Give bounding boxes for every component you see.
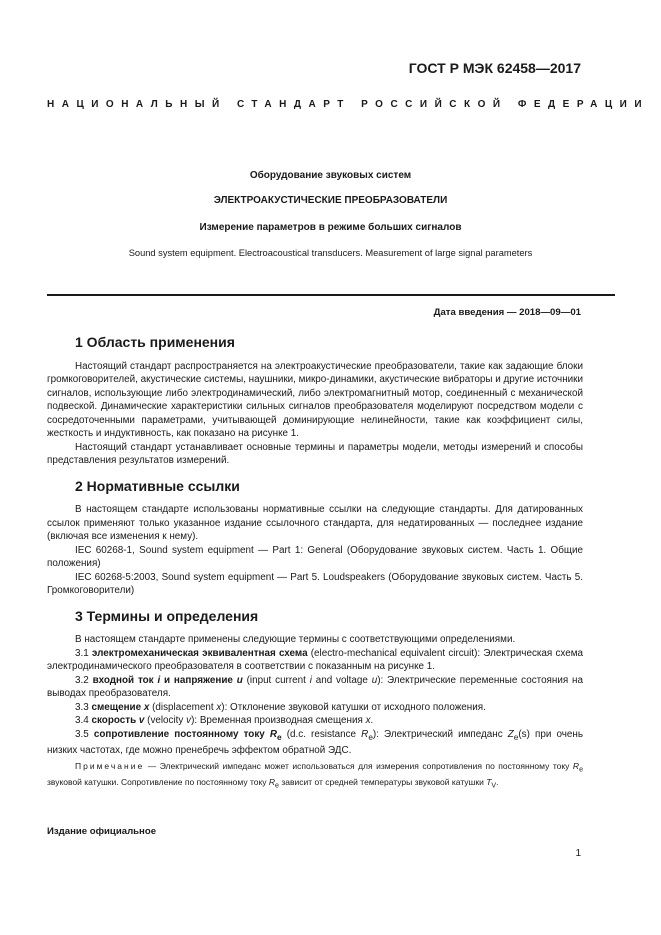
title-line-1: Оборудование звуковых систем (249, 170, 412, 181)
official-edition-label: Издание официальное (47, 826, 157, 837)
section-3-intro: В настоящем стандарте применены следующие термины с соответствующими определениями. (75, 634, 516, 645)
page-number: 1 (575, 848, 581, 859)
title-line-3: Измерение параметров в режиме больших сигналов (199, 222, 462, 233)
section-1-paragraph: Настоящий стандарт распространяется на электроакустические преобразователи, такие как задающие блоки громкоговорителей, акустические системы, наушники, микро-динамики, акустические вибраторы и другие источники сигналов, использующие либо электродинамический, либо электромагнитный мотор, соединенный с механической подвеской. Динамические характеристики сильных сигналов преобразователя моделируют посредством модели с сосредоточенными параметрами, учитывающей доминирующие нелинейности, такие как коэффициент силы, жесткость и индуктивность, как показано на рисунке 1. (47, 360, 584, 439)
section-1-heading: 1 Область применения (75, 334, 235, 350)
national-standard-heading: НАЦИОНАЛЬНЫЙ СТАНДАРТ РОССИЙСКОЙ ФЕДЕРАЦИИ (47, 99, 650, 110)
title-divider (47, 294, 615, 296)
note: Примечание — Электрический импеданс может использоваться для измерения сопротивления по постоянному току $R_e$ звуковой катушки. Сопротивление по постоянному току $R_e$ зависит от средней температуры звуковой катушки $T_V$. (47, 761, 583, 790)
reference-item: IEC 60268-1, Sound system equipment — Part 1: General (Оборудование звуковых систем. Часть 1. Общие положения) (47, 544, 583, 569)
effective-date: Дата введения — 2018—09—01 (433, 307, 581, 318)
term-3-1: 3.1 электромеханическая эквивалентная схема (electro-mechanical equivalent circuit): Электрическая схема электродинамического преобразователя в соответствии с показанным на рисунке 1. (47, 647, 583, 672)
standard-code: ГОСТ Р МЭК 62458—2017 (408, 60, 581, 76)
reference-item: IEC 60268-5:2003, Sound system equipment — Part 5. Loudspeakers (Оборудование звуковых систем. Часть 5. Громкоговорители) (47, 571, 583, 596)
term-name: электромеханическая эквивалентная схема (91, 647, 308, 659)
section-1-paragraph: Настоящий стандарт устанавливает основные термины и параметры модели, методы измерений и способы представления результатов измерений. (47, 441, 583, 466)
document-body (47, 328, 583, 792)
section-2-heading: 2 Нормативные ссылки (75, 477, 240, 494)
term-3-4: 3.4 скорость v (velocity v): Временная производная смещения x. (75, 715, 374, 726)
term-3-2: 3.2 входной ток i и напряжение u (input current i and voltage u): Электрические переменные состояния на выводах преобразователя. (47, 674, 583, 699)
english-title: Sound system equipment. Electroacoustical transducers. Measurement of large signal parameters (128, 248, 533, 258)
section-3-heading: 3 Термины и определения (75, 607, 259, 624)
term-3-5: 3.5 сопротивление постоянному току $R_e$ (d.c. resistance $R_e$): Электрический импеданс $Z_e(s)$ при очень низких частотах, где можно пренебречь эффектом обратной ЭДС. (47, 728, 583, 756)
section-2-paragraph: В настоящем стандарте использованы нормативные ссылки на следующие стандарты. Для датированных ссылок применяют только указанное издание ссылочного стандарта, для недатированных — последнее издание (включая все изменения к нему). (47, 504, 583, 542)
title-line-2: ЭЛЕКТРОАКУСТИЧЕСКИЕ ПРЕОБРАЗОВАТЕЛИ (213, 195, 448, 206)
note-label: Примечание (75, 761, 145, 772)
term-3-3: 3.3 смещение x (displacement x): Отклонение звуковой катушки от исходного положения. (75, 701, 486, 713)
